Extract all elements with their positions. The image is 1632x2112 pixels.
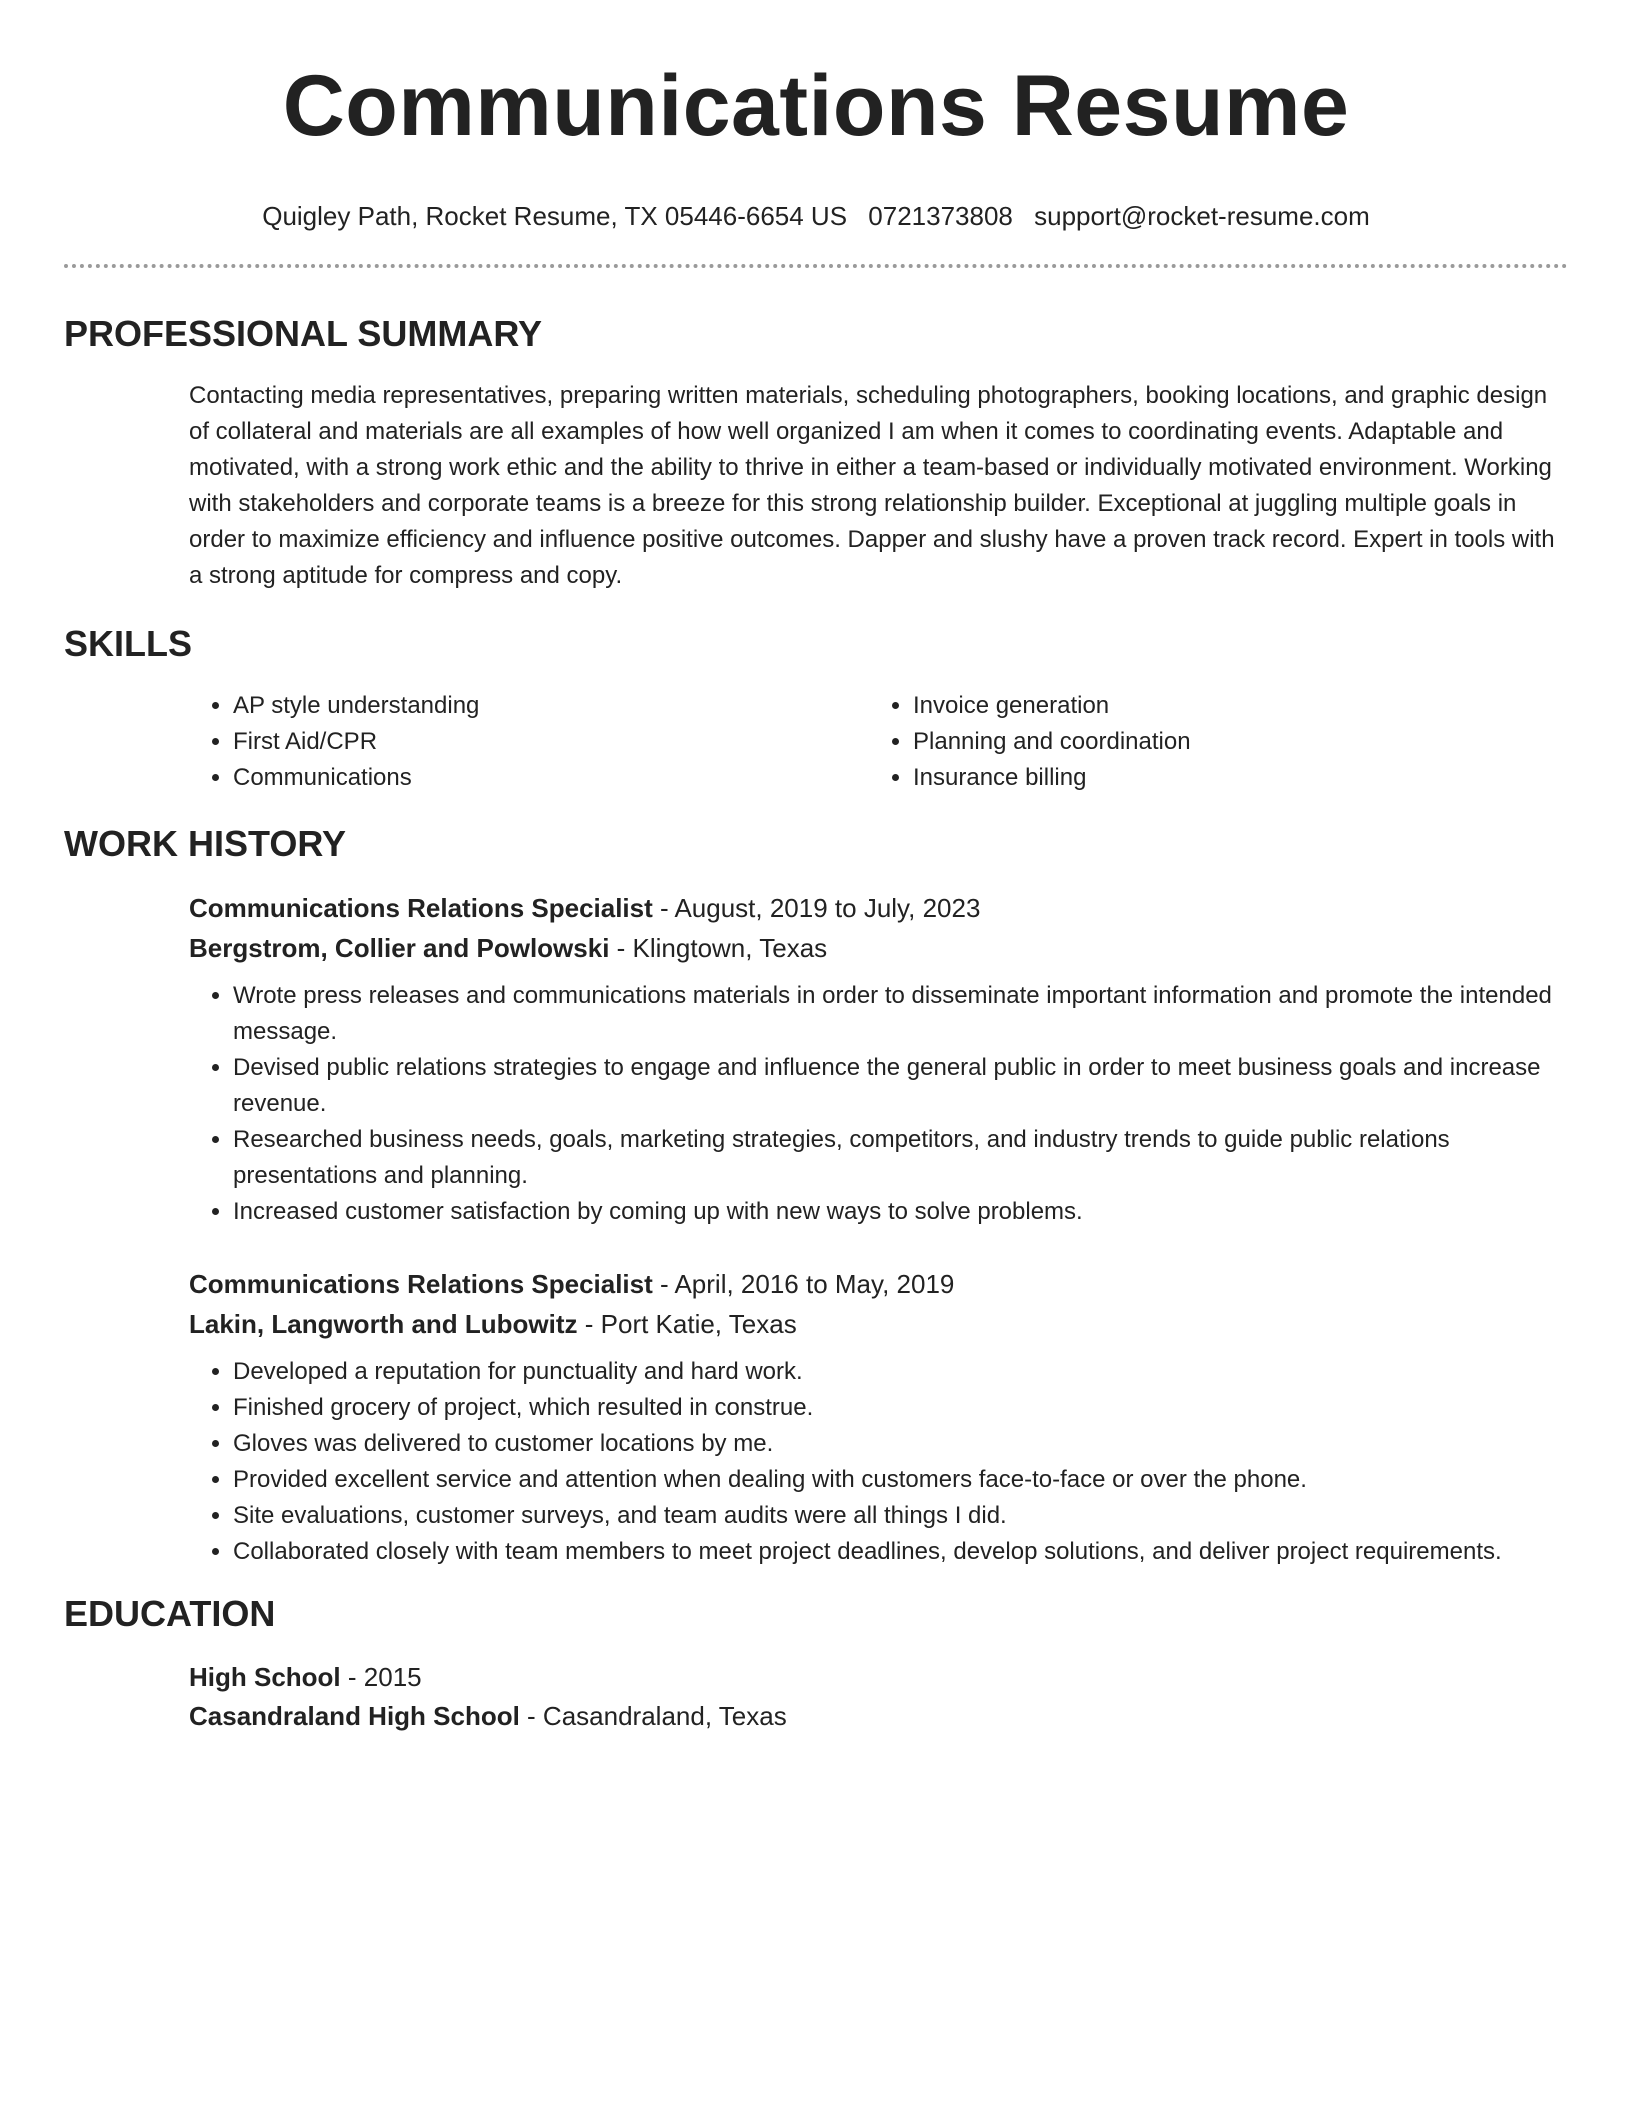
skills-column-left	[189, 688, 869, 796]
job-entry	[189, 888, 1568, 1230]
job-bullet: • Provided excellent service and attention when dealing with customers face-to-face or over the phone.	[233, 1462, 1568, 1498]
job-entry	[189, 1264, 1568, 1570]
job-dates: - April, 2016 to May, 2019	[652, 1269, 955, 1299]
education-degree-line	[189, 1658, 1568, 1697]
education-school: Casandraland High School	[189, 1701, 520, 1731]
education-year: - 2015	[340, 1662, 422, 1692]
job-bullet: • Gloves was delivered to customer locations by me.	[233, 1426, 1568, 1462]
contact-email: support@rocket-resume.com	[1034, 201, 1370, 231]
skills-heading: SKILLS	[64, 623, 193, 664]
header-divider	[64, 264, 1568, 268]
resume-name: Communications Resume	[282, 58, 1350, 154]
resume-header	[64, 0, 1568, 232]
skills-column-right	[869, 688, 1568, 796]
education-heading: EDUCATION	[64, 1593, 276, 1634]
job-bullets	[189, 1354, 1568, 1570]
job-company-line	[189, 928, 1568, 968]
education-entry	[189, 1658, 1568, 1736]
skills-list	[189, 688, 1568, 796]
job-title-line	[189, 888, 1568, 928]
education-location: - Casandraland, Texas	[519, 1701, 787, 1731]
job-bullet: • Increased customer satisfaction by coming up with new ways to solve problems.	[233, 1194, 1568, 1230]
job-role: Communications Relations Specialist	[189, 893, 653, 923]
job-bullet: • Researched business needs, goals, marketing strategies, competitors, and industry trends to guide public relations presentations and planning.	[233, 1122, 1568, 1194]
job-location: - Klingtown, Texas	[609, 933, 828, 963]
summary-heading: PROFESSIONAL SUMMARY	[64, 313, 543, 354]
skill-item: • Planning and coordination	[913, 724, 1568, 760]
job-bullet: • Site evaluations, customer surveys, and team audits were all things I did.	[233, 1498, 1568, 1534]
job-title-line	[189, 1264, 1568, 1304]
job-dates: - August, 2019 to July, 2023	[652, 893, 981, 923]
job-bullet: • Wrote press releases and communications materials in order to disseminate important information and promote the intended message.	[233, 978, 1568, 1050]
education-degree: High School	[189, 1662, 341, 1692]
skill-item: • Communications	[233, 760, 869, 796]
job-company-line	[189, 1304, 1568, 1344]
job-company: Lakin, Langworth and Lubowitz	[189, 1309, 578, 1339]
summary-text: Contacting media representatives, preparing written materials, scheduling photographers, booking locations, and graphic design of collateral and materials are all examples of how well organized I am when it comes to coordinating events. Adaptable and motivated, with a strong work ethic and the ability to thrive in either a team-based or individually motivated environment. Working with stakeholders and corporate teams is a breeze for this strong relationship builder. Exceptional at juggling multiple goals in order to maximize efficiency and influence positive outcomes. Dapper and slushy have a proven track record. Expert in tools with a strong aptitude for compress and copy.	[189, 382, 1555, 589]
job-bullet: • Finished grocery of project, which resulted in construe.	[233, 1390, 1568, 1426]
contact-phone: 0721373808	[868, 201, 1013, 231]
job-bullet: • Developed a reputation for punctuality and hard work.	[233, 1354, 1568, 1390]
skill-item: • Insurance billing	[913, 760, 1568, 796]
skill-item: • Invoice generation	[913, 688, 1568, 724]
education-school-line	[189, 1697, 1568, 1736]
skill-item: • AP style understanding	[233, 688, 869, 724]
job-location: - Port Katie, Texas	[577, 1309, 797, 1339]
skill-item: • First Aid/CPR	[233, 724, 869, 760]
job-company: Bergstrom, Collier and Powlowski	[189, 933, 610, 963]
job-bullet: • Devised public relations strategies to engage and influence the general public in order to meet business goals and increase revenue.	[233, 1050, 1568, 1122]
contact-address: Quigley Path, Rocket Resume, TX 05446-6654 US	[262, 201, 848, 231]
contact-line	[64, 200, 1568, 232]
job-bullet: • Collaborated closely with team members to meet project deadlines, develop solutions, and deliver project requirements.	[233, 1534, 1568, 1570]
job-role: Communications Relations Specialist	[189, 1269, 653, 1299]
work-history-heading: WORK HISTORY	[64, 823, 347, 864]
job-bullets	[189, 978, 1568, 1230]
